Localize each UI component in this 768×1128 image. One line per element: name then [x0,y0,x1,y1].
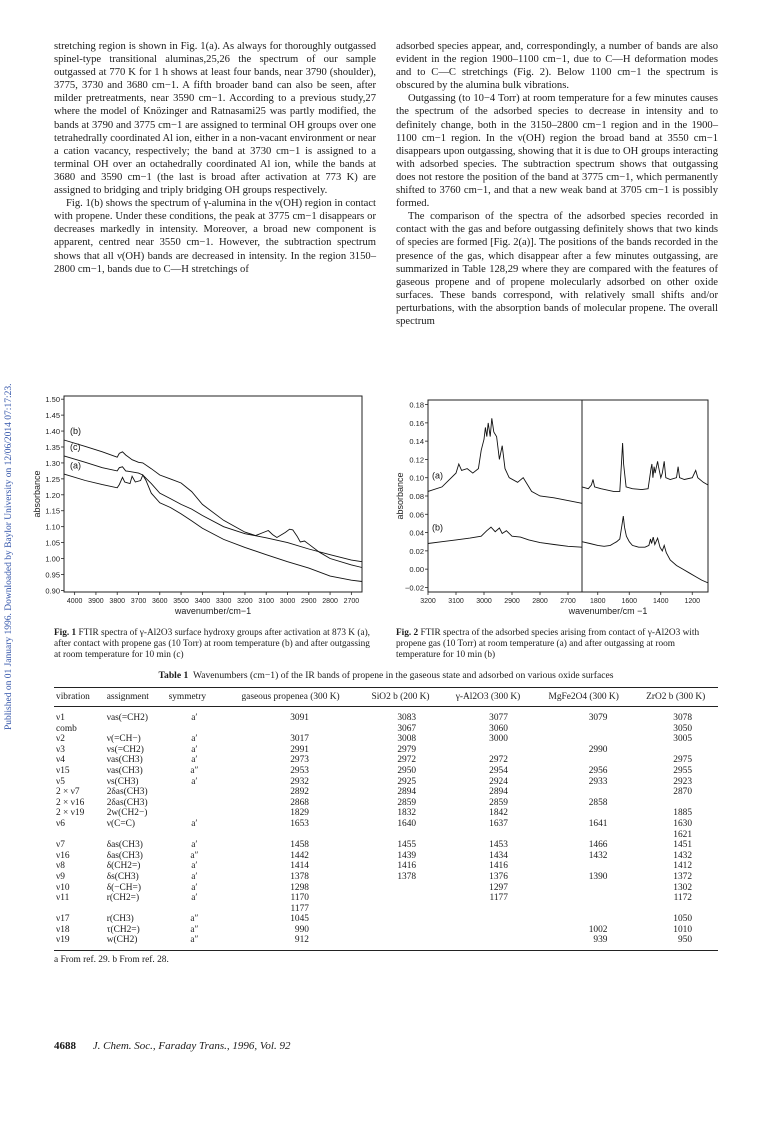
y-axis-label: absorbance [395,472,405,520]
x-tick-label: 3200 [237,598,253,605]
table-cell: a′ [191,776,198,787]
table-cell [359,914,442,925]
table-cell: ν10 [56,882,70,893]
table-cell: 2979 [397,744,417,755]
table-cell: 1045 [290,914,309,925]
table-cell [167,787,223,798]
table-cell: 990 [294,924,309,935]
y-tick-label: 0.08 [409,492,424,501]
table-cell: 2950 [397,765,417,776]
table-cell: 2859 [489,797,508,808]
table-row [54,851,718,862]
table-cell [167,724,223,735]
table-cell: νs(=CH2) [106,744,144,755]
figure-1-chart [30,392,376,620]
table-cell: ν17 [56,914,70,925]
figure-2-chart [392,398,718,624]
table-cell [359,830,442,841]
table-cell: 2δas(CH3) [106,797,148,808]
table-cell [442,925,534,936]
table-cell: 1050 [673,914,692,925]
table-cell [54,904,105,915]
table-cell: 3050 [673,723,692,734]
paragraph: adsorbed species appear, and, correspondingly, a number of bands are also evident in the region 1900–1100 cm−1, due to C—H deformation modes and to C—C stretchings (Fig. 2). Below 1100 cm−1 the spectrum is obscured by the alumina bulk vibrations. [396,41,718,92]
table-cell: a′ [191,755,198,766]
table-cell [167,798,223,809]
y-tick-label: 0.18 [409,400,424,410]
table-cell: ν8 [56,861,65,872]
table-row [54,798,718,809]
y-tick-label: 1.35 [45,442,60,452]
left-column [54,40,376,276]
table-cell: 1432 [588,850,608,861]
y-tick-label: −0.02 [405,583,424,593]
table-cell: 2859 [397,797,417,808]
table-cell: δas(CH3) [106,840,143,851]
table-cell: 2870 [673,787,692,798]
table-cell: 3078 [673,713,692,723]
x-tick-label: 3000 [279,598,296,605]
table-cell [359,893,442,904]
table-cell [534,830,634,841]
journal-citation: J. Chem. Soc., Faraday Trans., 1996, Vol. 92 [92,1040,291,1052]
paragraph: The comparison of the spectra of the adsorbed species recorded in contact with the gas and before outgassing definitely shows that two kinds of species are formed [Fig. 2(a)]. The positions of the bands recorded in the presence of the gas, which disappear after a few minutes outgassing, are summarized in Table 128,29 where they are compared with the features of gaseous propene and of propene molecularly adsorbed on other oxide surfaces. These bands correspond, with relatively small shifts and/or perturbations, with the absorption bands of molecular propene. The overall spectrum [396,211,718,327]
table-cell [54,830,105,841]
column-header: γ-Al2O3 (300 K) [455,692,521,702]
table-cell: 2 × ν19 [56,808,85,819]
series-label: (c) [70,442,81,453]
table-row [54,925,718,936]
table-cell: 2894 [489,787,508,798]
table-cell: 1378 [290,871,309,882]
table-cell [105,830,167,841]
table-cell [222,724,359,735]
x-tick-label: 3100 [448,598,464,605]
y-tick-label: 1.05 [45,538,60,548]
caption-label: Fig. 1 [54,628,77,638]
x-tick-label: 1800 [589,598,606,605]
y-tick-label: 1.10 [45,522,60,532]
table-cell: a″ [190,924,199,935]
y-tick-label: 0.95 [45,570,60,580]
table-cell: 2990 [588,744,608,755]
y-tick-label: 0.14 [409,437,424,447]
table-cell: 2932 [290,776,309,787]
series-line-b [64,440,362,568]
table-cell: ν18 [56,924,70,935]
x-tick-label: 2800 [532,598,548,605]
table-cell [633,798,718,809]
y-tick-label: 1.20 [45,490,60,500]
caption-label: Fig. 2 [396,628,419,638]
table-cell: 2972 [397,755,417,766]
table-cell: 1442 [290,850,309,861]
table-cell [633,745,718,756]
x-tick-label: 1600 [621,598,638,605]
table-cell: ν19 [56,935,70,946]
table-cell: 1832 [397,808,417,819]
table-cell: δ(CH2=) [106,861,141,872]
table-cell: 2 × ν16 [56,797,85,808]
table-row [54,745,718,756]
series-line-b-left [428,527,582,547]
y-tick-label: 0.10 [409,473,424,483]
y-tick-label: 0.16 [409,418,424,428]
y-tick-label: 0.04 [409,528,424,538]
table-cell [105,904,167,915]
table-row [54,904,718,915]
x-tick-label: 3500 [173,598,189,605]
table-header-row [54,688,718,707]
table-cell: 1412 [673,861,692,872]
y-tick-label: 1.40 [45,427,60,437]
y-tick-label: 1.45 [45,411,60,421]
table-cell: 1451 [673,840,692,851]
table-cell [534,914,634,925]
x-tick-label: 3200 [420,598,436,605]
table-cell: 1630 [673,818,692,829]
y-tick-label: 0.90 [45,586,60,596]
table-cell: ν5 [56,776,65,787]
table-caption: Wavenumbers (cm−1) of the IR bands of propene in the gaseous state and adsorbed on various oxide surfaces [192,670,614,681]
x-axis-label: wavenumber/cm−1 [174,606,252,616]
column-header: SiO2 b (200 K) [371,692,430,702]
table-row [54,840,718,851]
table-cell: 1439 [397,850,417,861]
series-line-a [64,474,362,581]
table-row [54,883,718,894]
table-cell: 2975 [673,755,692,766]
table-cell: 2925 [397,776,417,787]
table-cell: 2924 [489,776,508,787]
table-cell: 3067 [397,723,417,734]
table-cell: 2923 [673,776,692,787]
paragraph: stretching region is shown in Fig. 1(a). As always for thoroughly outgassed spinel-type transitional aluminas,25,26 the spectrum of our sample outgassed at 770 K for 1 h shows at least four bands, near 3790 (shoulder), 3775, 3730 and 3680 cm−1. A fifth broader band can also be seen, after milder pretreatments, near 3590 cm−1. According to a previous study,27 where the model of Knözinger and Ratnasami25 was partly modified, the bands at 3790 and 3775 cm−1 are assigned to terminal OH groups over one tetrahedrally coordinated Al ion, either in a non-vacant environment or near a cation vacancy, respectively; the band at 3730 cm−1 is assigned to a terminal OH over an octahedrally coordinated Al ion, while the bands at 3680 and 3590 cm−1 (the last is broad after activation at 773 K) are assigned to bridging and triply bridging OH groups respectively. [54,41,376,197]
table-cell [534,808,634,819]
table-row [54,893,718,904]
table-cell: 1177 [489,893,508,904]
table-row [54,766,718,777]
table-row [54,755,718,766]
table-row [54,734,718,745]
table-row [54,830,718,841]
table-cell: 1885 [673,808,692,819]
table-cell: δas(CH3) [106,850,143,861]
series-label: (b) [70,426,81,437]
column-header: symmetry [168,692,207,702]
table-cell [105,724,167,735]
table-cell: 2954 [489,765,508,776]
table-cell: r(CH2=) [106,893,140,904]
table-cell: 2892 [290,787,309,798]
table-cell [167,808,223,819]
series-label: (a) [432,470,443,481]
table-cell: 2991 [290,744,309,755]
table-cell: a′ [191,861,198,872]
table-cell [442,935,534,950]
table-cell [534,883,634,894]
table-cell: 1297 [489,882,508,893]
table-cell [534,724,634,735]
right-column [396,40,718,328]
table-cell: 1170 [290,893,309,904]
table-cell [167,830,223,841]
table-cell: 2953 [290,765,309,776]
table-cell: 1641 [588,818,608,829]
table-cell [534,755,634,766]
table-cell: 1416 [397,861,417,872]
table-cell: 2894 [397,787,417,798]
table-cell: 1455 [397,840,417,851]
table-row [54,914,718,925]
table-cell: ν4 [56,755,65,766]
table-cell: ν9 [56,871,65,882]
table-cell: 1466 [588,840,608,851]
table-cell: 1414 [290,861,309,872]
figure-2-caption [396,628,718,662]
column-header: vibration [56,692,90,702]
table-cell: a″ [190,765,199,776]
x-tick-label: 3300 [215,598,232,605]
x-tick-label: 2700 [560,598,576,605]
table-cell: 2δas(CH3) [106,787,148,798]
column-header: ZrO2 b (300 K) [646,692,706,702]
y-tick-label: 0.06 [409,510,424,520]
table-cell: ν16 [56,850,70,861]
table-cell: ν(C=C) [106,818,135,829]
table-cell: ν1 [56,713,65,723]
table-cell [534,734,634,745]
table-cell: 3079 [588,713,608,723]
watermark-text: Published on 01 January 1996. Downloaded by Baylor University on 12/06/2014 07:17:23. [4,383,14,730]
table-cell: 3083 [397,713,417,723]
table-cell [359,925,442,936]
x-tick-label: 1200 [684,598,701,605]
x-tick-label: 3900 [88,598,104,605]
y-axis-label: absorbance [32,470,42,518]
table-row [54,787,718,798]
table-cell: r(CH3) [106,914,134,925]
table-cell: a″ [190,850,199,861]
table-cell: νs(CH3) [106,776,139,787]
table-cell [442,914,534,925]
table-cell: 1416 [489,861,508,872]
table-cell: 1302 [673,882,692,893]
table-cell: ν7 [56,840,65,851]
table-cell: a′ [191,744,198,755]
table-cell [442,745,534,756]
x-tick-label: 2800 [322,598,338,605]
y-tick-label: 1.00 [45,554,60,564]
table-cell: 3060 [489,723,508,734]
table-cell: 1434 [489,850,508,861]
table-cell: 2 × ν7 [56,787,80,798]
table-cell [442,904,534,915]
table-cell: 3017 [290,734,309,745]
table-cell: w(CH2) [106,935,138,946]
table-cell [534,904,634,915]
table-cell: 950 [677,935,692,946]
table-cell: comb [56,723,77,734]
table-cell: 3005 [673,734,692,745]
y-tick-label: 1.25 [45,474,60,484]
page-footer [54,1040,290,1052]
series-line-c [64,456,362,562]
caption-text: FTIR spectra of the adsorbed species arising from contact of γ-Al2O3 with propene gas (10 Torr) at room temperature (a) and after outgassing at room temperature for 10 min (b) [396,628,700,661]
x-tick-label: 3400 [194,598,211,605]
table-cell: ν6 [56,818,65,829]
x-tick-label: 4000 [66,598,83,605]
table-cell: 3000 [489,734,508,745]
x-tick-label: 2900 [504,598,520,605]
y-tick-label: 0.02 [409,546,424,556]
table-row [54,935,718,950]
x-tick-label: 3800 [109,598,126,605]
table-cell [534,893,634,904]
table-cell: a′ [191,818,198,829]
table-cell [359,904,442,915]
table-cell: νas(CH3) [106,765,143,776]
table-cell: a′ [191,734,198,745]
x-tick-label: 3100 [258,598,275,605]
table-cell: 2933 [588,776,608,787]
table-cell: 2972 [489,755,508,766]
table-cell: τ(CH2=) [106,924,140,935]
table-cell: 1372 [673,871,692,882]
series-line-b-right [582,516,708,583]
table-cell: 1829 [290,808,309,819]
table-cell: a″ [190,935,199,946]
table-cell: a′ [191,893,198,904]
x-tick-label: 3700 [130,598,147,605]
table-cell [359,883,442,894]
table-label: Table 1 [158,670,189,681]
table-cell [442,830,534,841]
table-cell: a′ [191,882,198,893]
series-line-a-right [582,443,708,491]
table-row [54,861,718,872]
series-label: (a) [70,460,81,471]
data-table [54,687,718,951]
y-tick-label: 1.15 [45,506,60,516]
x-tick-label: 2700 [343,598,360,605]
x-tick-label: 3000 [476,598,492,605]
table-cell [534,787,634,798]
table-cell [222,830,359,841]
table-cell: 1390 [588,871,608,882]
table-cell: 1842 [489,808,508,819]
table-footnote: a From ref. 29. b From ref. 28. [54,955,169,966]
table-cell: 1621 [673,829,692,840]
table-cell: νas(CH3) [106,755,143,766]
download-watermark [4,250,18,730]
table-cell: 1458 [290,840,309,851]
table-cell: a′ [191,713,198,723]
plot-frame [428,400,708,592]
table-cell: 2858 [588,797,608,808]
table-row [54,707,718,724]
table-cell [359,935,442,950]
page-number: 4688 [54,1040,76,1052]
table-row [54,808,718,819]
table-cell: 1010 [673,924,692,935]
x-axis-label: wavenumber/cm −1 [568,606,648,616]
y-tick-label: 0.00 [409,565,424,575]
caption-text: FTIR spectra of γ-Al2O3 surface hydroxy groups after activation at 873 K (a), after contact with propene gas (10 Torr) at room temperature (b) and after outgassing at room temperature for 10 min (c) [54,628,370,661]
table-cell: 2973 [290,755,309,766]
table-cell: νas(=CH2) [106,713,148,723]
table-cell: 1453 [489,840,508,851]
table-cell: 1378 [397,871,417,882]
series-line-a-left [428,418,582,503]
table-row [54,819,718,830]
table-cell: 2955 [673,765,692,776]
table-cell: ν11 [56,893,70,904]
table-cell: 1432 [673,850,692,861]
table-cell: 1376 [489,871,508,882]
table-1 [54,670,718,965]
column-header: assignment [106,692,149,702]
plot-frame [64,396,362,592]
paragraph: Outgassing (to 10−4 Torr) at room temperature for a few minutes causes the spectrum of the adsorbed species to decrease in intensity and to definitely change, both in the 3150–2800 cm−1 region and in the 1900–1100 cm−1 region. In the ν(OH) region the broad band at 3550 cm−1 disappears upon outgassing, showing that it is due to OH groups interacting with adsorbed species. The subtraction spectrum shows that outgassing does not restore the position of the band at 3775 cm−1, which permanently shifted to 3760 cm−1, and that a new weak band at 3705 cm−1 is possibly formed. [396,93,718,210]
table-cell: 1653 [290,818,309,829]
table-title [54,670,718,681]
table-cell: δ(−CH=) [106,882,141,893]
table-cell: 2956 [588,765,608,776]
table-cell [167,904,223,915]
table-row [54,724,718,735]
table-cell: 1640 [397,818,417,829]
table-cell: 3077 [489,713,508,723]
table-cell: ν2 [56,734,65,745]
table-cell: δs(CH3) [106,871,139,882]
figure-1-caption [54,628,374,662]
y-tick-label: 0.12 [409,455,424,465]
table-cell: 1002 [588,924,608,935]
x-tick-label: 3600 [151,598,168,605]
series-label: (b) [432,522,443,533]
table-cell: 3008 [397,734,417,745]
table-cell: ν15 [56,765,70,776]
table-cell: 2w(CH2−) [106,808,148,819]
paragraph: Fig. 1(b) shows the spectrum of γ-alumina in the ν(OH) region in contact with propene. Under these conditions, the peak at 3775 cm−1 disappears or decreases markedly in intensity. Moreover, a broad new component is apparent, centred near 3550 cm−1. However, the subtraction spectrum shows that all ν(OH) bands are decreased in intensity. In the region 3150–2800 cm−1, bands due to C—H stretchings of [54,198,376,275]
table-cell: 1637 [489,818,508,829]
y-tick-label: 1.30 [45,458,60,468]
table-cell: 939 [593,935,608,946]
table-cell [534,861,634,872]
table-cell: a″ [190,914,199,925]
table-cell: 912 [294,935,309,946]
y-tick-label: 1.50 [45,395,60,405]
table-cell: a′ [191,840,198,851]
table-cell: 2868 [290,797,309,808]
x-tick-label: 1400 [652,598,669,605]
table-cell: 1298 [290,882,309,893]
table-cell: a′ [191,871,198,882]
table-cell: 3091 [290,713,309,723]
table-row [54,872,718,883]
x-tick-label: 2900 [300,598,317,605]
table-cell: ν(=CH−) [106,734,141,745]
column-header: gaseous propenea (300 K) [241,692,340,702]
table-cell: 1172 [673,893,692,904]
table-cell: 1177 [290,903,309,914]
column-header: MgFe2O4 (300 K) [548,692,619,702]
table-cell [633,904,718,915]
table-row [54,777,718,788]
table-cell: ν3 [56,744,65,755]
